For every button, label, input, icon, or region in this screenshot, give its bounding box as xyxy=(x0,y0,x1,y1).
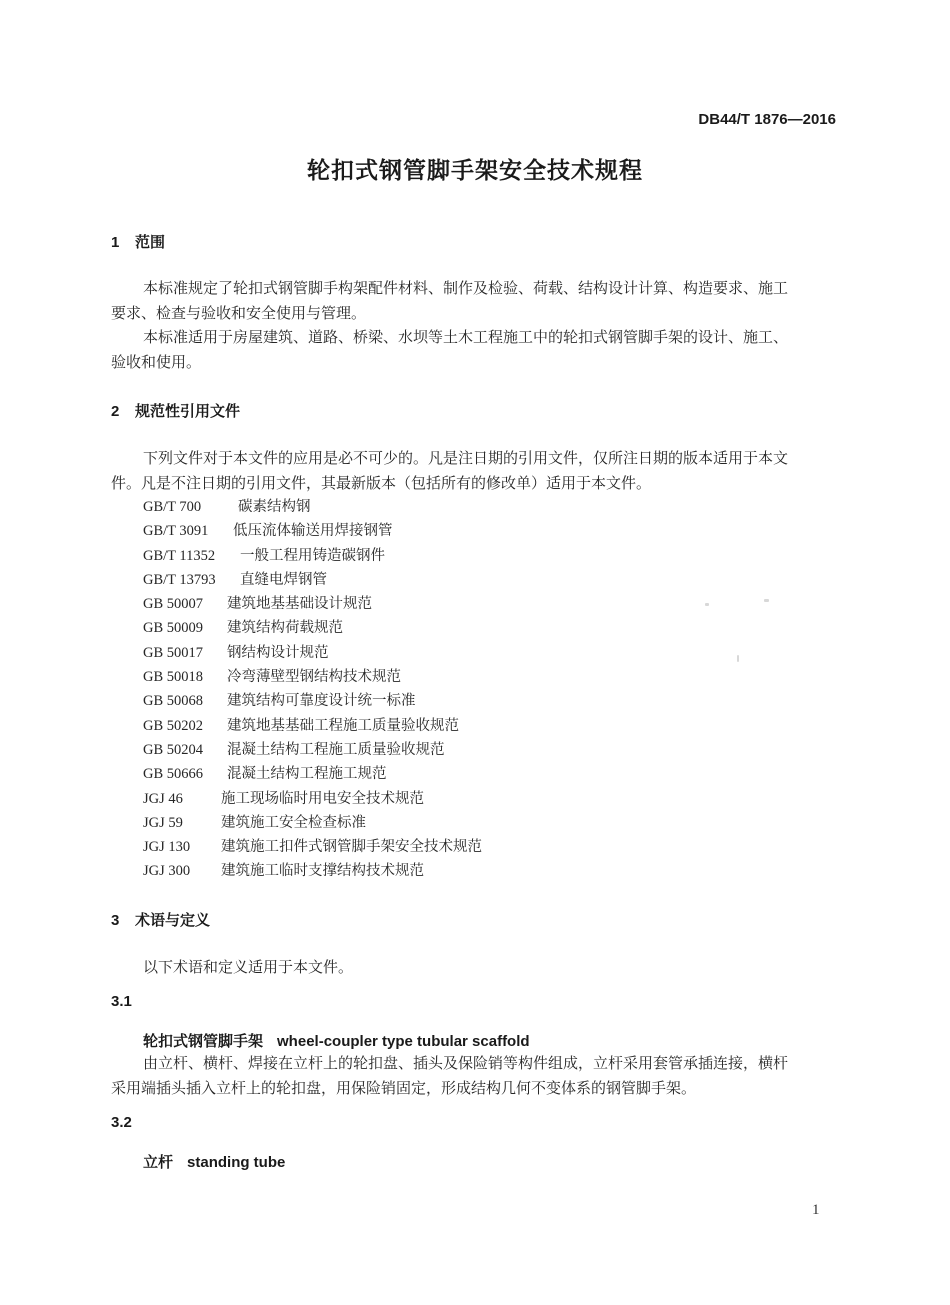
terms-intro xyxy=(111,955,838,980)
paragraph-line: 要求、检查与验收和安全使用与管理。 xyxy=(111,303,367,322)
term-heading xyxy=(143,1151,285,1172)
reference-code: GB/T 11352 xyxy=(143,547,216,564)
reference-code: GB/T 700 xyxy=(143,499,202,515)
reference-code: GB 50017 xyxy=(143,644,204,661)
reference-item xyxy=(143,495,482,519)
reference-name: 混凝土结构工程施工质量验收规范 xyxy=(227,741,445,758)
paragraph-line: 由立杆、横杆、焊接在立杆上的轮扣盘、插头及保险销等构件组成，立杆采用套管承插连接，横杆 xyxy=(143,1054,789,1072)
paragraph-line: 下列文件对于本文件的应用是必不可少的。凡是注日期的引用文件，仅所注日期的版本适用于本文 xyxy=(143,449,789,467)
reference-code: GB 50666 xyxy=(143,766,204,783)
reference-name: 建筑施工扣件式钢管脚手架安全技术规范 xyxy=(221,839,482,856)
scan-speck xyxy=(737,655,739,662)
reference-item xyxy=(143,568,482,592)
reference-item xyxy=(143,811,482,835)
reference-code: JGJ 46 xyxy=(143,790,183,807)
paragraph-line: 件。凡是不注日期的引用文件，其最新版本（包括所有的修改单）适用于本文件。 xyxy=(111,473,652,492)
section-title: 范围 xyxy=(135,233,166,251)
term-heading xyxy=(143,1030,530,1051)
section-title: 术语与定义 xyxy=(135,911,211,929)
reference-name: 建筑结构荷载规范 xyxy=(227,620,343,637)
reference-name: 低压流体输送用焊接钢管 xyxy=(233,523,393,540)
reference-item xyxy=(143,665,482,689)
page-number: 1 xyxy=(812,1202,820,1218)
reference-item xyxy=(143,762,482,786)
reference-name: 钢结构设计规范 xyxy=(227,644,329,661)
reference-code: GB/T 13793 xyxy=(143,571,216,588)
section-heading-1 xyxy=(111,231,165,252)
reference-name: 碳素结构钢 xyxy=(238,499,311,515)
term-number: 3.2 xyxy=(111,1114,132,1131)
term-name-en: wheel-coupler type tubular scaffold xyxy=(277,1033,530,1050)
standard-code: DB44/T 1876—2016 xyxy=(698,111,836,128)
scope-paragraph-2 xyxy=(111,325,838,374)
section-number: 2 xyxy=(111,403,120,420)
reference-code: GB 50204 xyxy=(143,741,204,758)
reference-code: GB/T 3091 xyxy=(143,523,209,540)
reference-item xyxy=(143,519,482,543)
term-number: 3.1 xyxy=(111,993,132,1010)
scan-speck xyxy=(764,599,769,602)
reference-item xyxy=(143,616,482,640)
paragraph-line: 验收和使用。 xyxy=(111,352,202,371)
reference-name: 建筑地基基础工程施工质量验收规范 xyxy=(227,717,459,734)
reference-item xyxy=(143,859,482,883)
paragraph-line: 本标准适用于房屋建筑、道路、桥梁、水坝等土木工程施工中的轮扣式钢管脚手架的设计、施工、 xyxy=(143,328,789,346)
reference-code: GB 50202 xyxy=(143,717,204,734)
section-title: 规范性引用文件 xyxy=(135,402,241,420)
normative-intro xyxy=(111,446,838,495)
reference-code: JGJ 59 xyxy=(143,814,183,831)
reference-code: GB 50068 xyxy=(143,693,204,710)
reference-list xyxy=(143,495,482,884)
reference-name: 建筑施工安全检查标准 xyxy=(221,814,366,831)
reference-item xyxy=(143,689,482,713)
paragraph-line: 以下术语和定义适用于本文件。 xyxy=(143,958,354,976)
reference-name: 混凝土结构工程施工规范 xyxy=(227,766,387,783)
section-number: 3 xyxy=(111,912,120,929)
reference-item xyxy=(143,544,482,568)
reference-name: 建筑施工临时支撑结构技术规范 xyxy=(221,863,424,880)
reference-item xyxy=(143,641,482,665)
paragraph-line: 本标准规定了轮扣式钢管脚手构架配件材料、制作及检验、荷载、结构设计计算、构造要求、施工 xyxy=(143,279,789,297)
reference-name: 建筑结构可靠度设计统一标准 xyxy=(227,693,416,710)
reference-name: 建筑地基基础设计规范 xyxy=(227,596,372,613)
reference-code: GB 50009 xyxy=(143,620,204,637)
term-name-zh: 立杆 xyxy=(143,1153,174,1171)
reference-item xyxy=(143,714,482,738)
paragraph-line: 采用端插头插入立杆上的轮扣盘，用保险销固定，形成结构几何不变体系的钢管脚手架。 xyxy=(111,1078,697,1097)
reference-code: GB 50007 xyxy=(143,596,204,613)
reference-item xyxy=(143,738,482,762)
reference-item xyxy=(143,592,482,616)
reference-code: JGJ 300 xyxy=(143,863,191,880)
term-name-en: standing tube xyxy=(187,1154,286,1171)
reference-code: JGJ 130 xyxy=(143,839,191,856)
reference-name: 一般工程用铸造碳钢件 xyxy=(240,547,385,564)
section-number: 1 xyxy=(111,234,120,251)
section-heading-2 xyxy=(111,400,240,421)
section-heading-3 xyxy=(111,909,210,930)
reference-name: 施工现场临时用电安全技术规范 xyxy=(221,790,424,807)
reference-name: 冷弯薄壁型钢结构技术规范 xyxy=(227,669,401,686)
document-title: 轮扣式钢管脚手架安全技术规程 xyxy=(307,158,643,184)
term-definition xyxy=(111,1051,838,1100)
scan-speck xyxy=(705,603,709,606)
term-name-zh: 轮扣式钢管脚手架 xyxy=(143,1032,264,1050)
reference-code: GB 50018 xyxy=(143,669,204,686)
reference-item xyxy=(143,787,482,811)
scope-paragraph-1 xyxy=(111,276,838,325)
reference-name: 直缝电焊钢管 xyxy=(240,571,327,588)
reference-item xyxy=(143,835,482,859)
